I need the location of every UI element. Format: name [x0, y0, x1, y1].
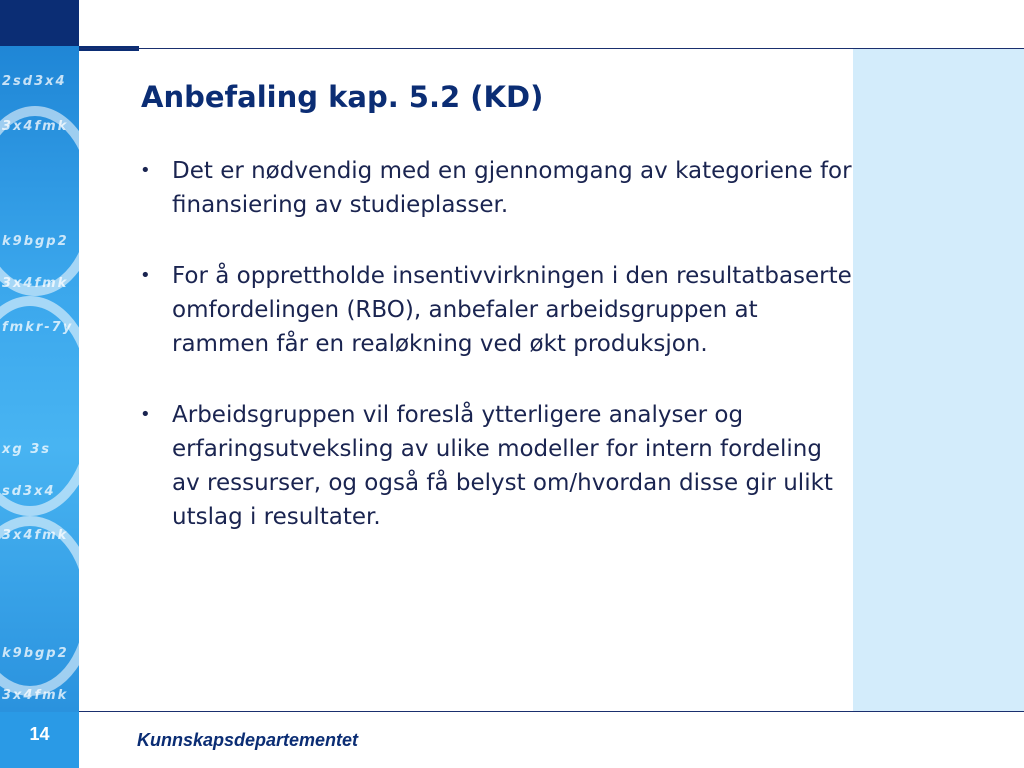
- bullet-item: [140, 154, 852, 222]
- bullet-item: [140, 398, 852, 534]
- decorative-code-text: 2sd3x4 3x4fmk k9bgp2 3x4fmk fmkr-7y xg 3s sd3x4 3x4fmk k9bgp2 3x4fmk: [2, 74, 74, 703]
- decorative-side-strip: [0, 46, 79, 712]
- bullet-icon: •: [140, 404, 151, 425]
- footer-divider: [79, 711, 1024, 712]
- bullet-text: Arbeidsgruppen vil foreslå ytterligere analyser og erfaringsutveksling av ulike modeller for intern fordeling av ressurser, og også få belyst om/hvordan disse gir ulikt utslag i resultater.: [172, 402, 833, 530]
- bullet-icon: •: [140, 160, 151, 181]
- page-number: 14: [29, 724, 50, 744]
- bullet-text: Det er nødvendig med en gjennomgang av kategoriene for finansiering av studieplasser.: [172, 158, 852, 218]
- right-decorative-panel: [853, 49, 1024, 711]
- bullet-text: For å opprettholde insentivvirkningen i den resultatbaserte omfordelingen (RBO), anbefaler arbeidsgruppen at rammen får en realøkning ved økt produksjon.: [172, 263, 852, 357]
- bullet-list: [140, 154, 852, 571]
- slide-title: Anbefaling kap. 5.2 (KD): [141, 80, 544, 114]
- bullet-item: [140, 259, 852, 361]
- bullet-icon: •: [140, 265, 151, 286]
- header-block: [0, 0, 79, 46]
- footer-organization: Kunnskapsdepartementet: [137, 730, 359, 750]
